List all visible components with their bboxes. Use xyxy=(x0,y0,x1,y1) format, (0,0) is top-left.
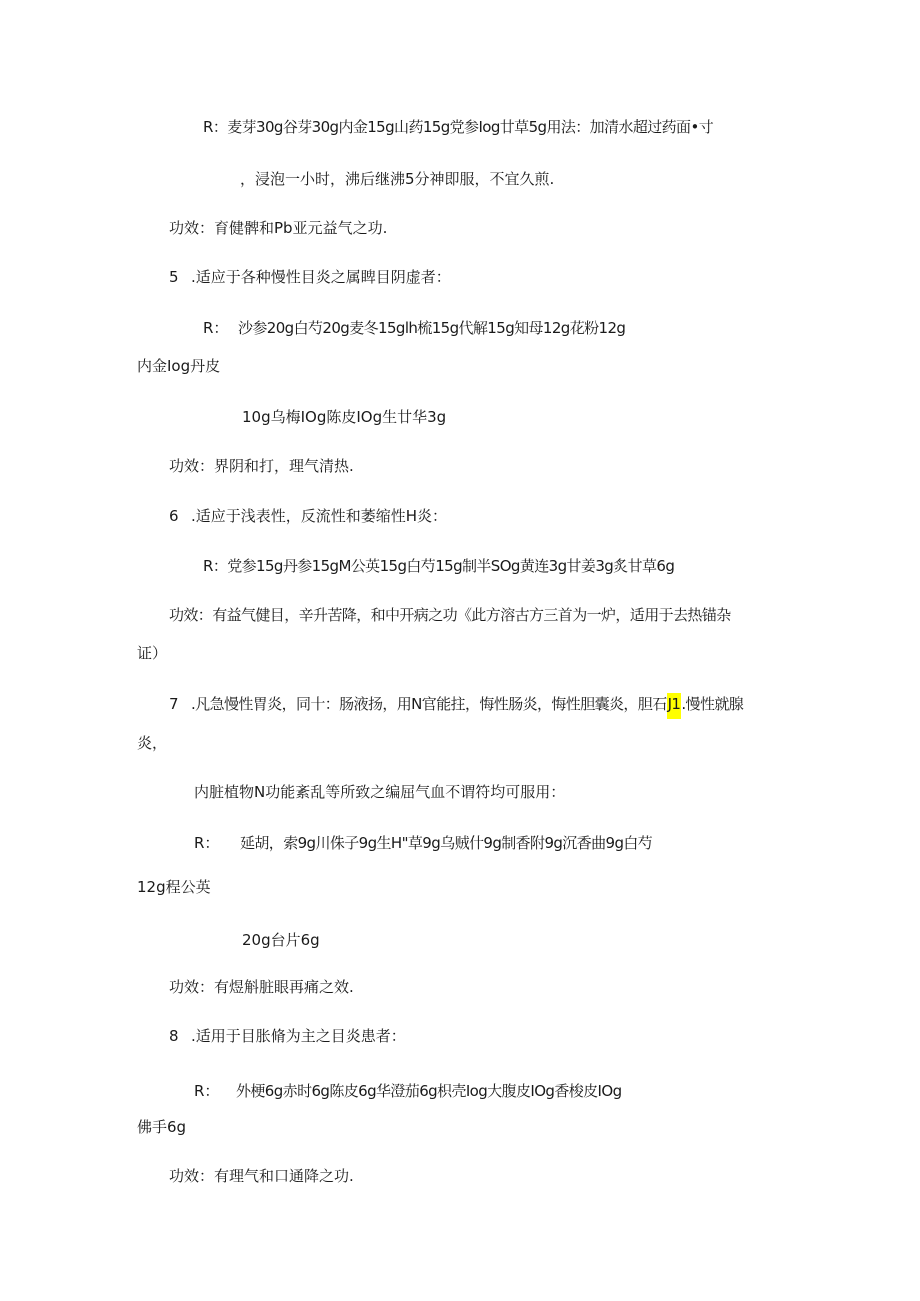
item-8-number: 8 xyxy=(169,1027,179,1045)
recipe-8-label: R： xyxy=(194,1082,220,1100)
recipe-5-line-1: 沙参20g白芍20g麦冬15glh梳15g代解15g知母12g花粉12g xyxy=(238,319,626,337)
recipe-8-line-1: 外梗6g赤时6g陈皮6g华澄茄6g枳壳Iog大腹皮IOg香梭皮IOg xyxy=(236,1082,622,1100)
item-7-line-2: 炎， xyxy=(137,734,168,752)
recipe-7-line-1: 延胡，索9g川侏子9g生H"草9g乌贼什9g制香附9g沉香曲9g白芍 xyxy=(240,834,653,852)
item-5-number: 5 xyxy=(169,268,179,286)
highlighted-text: J1 xyxy=(667,693,682,719)
item-7-line-3: 内脏植物N功能紊乱等所致之编屈气血不谓符均可服用： xyxy=(194,783,566,801)
item-5-heading: .适应于各种慢性目炎之属睥目阴虚者： xyxy=(191,268,451,286)
item-6-heading: .适应于浅表性，反流性和萎缩性H炎： xyxy=(191,507,448,525)
item-8-heading: .适用于目胀脩为主之目炎患者： xyxy=(191,1027,406,1045)
recipe-1-line-2: ，浸泡一小时，沸后继沸5分神即服，不宜久煎. xyxy=(240,170,555,188)
item-7-text-after: .慢性就腺 xyxy=(681,695,744,713)
item-6-number: 6 xyxy=(169,507,179,525)
recipe-5-line-2: 内金Iog丹皮 xyxy=(137,357,221,375)
effect-6-line-1: 功效：有益气健目，辛升苦降，和中开病之功《此方溶古方三首为一炉，适用于去热锚杂 xyxy=(169,606,731,624)
recipe-7-line-2: 12g程公英 xyxy=(137,878,211,896)
effect-1: 功效：育健髀和Pb亚元益气之功. xyxy=(169,219,388,237)
recipe-5-label: R： xyxy=(203,319,229,337)
item-7-heading xyxy=(191,694,743,714)
recipe-8-line-2: 佛手6g xyxy=(137,1118,187,1136)
effect-5: 功效：界阴和打，理气清热. xyxy=(169,457,354,475)
recipe-6: R：党参15g丹参15gM公英15g白芍15g制半SOg黄连3g甘姜3g炙甘草6g xyxy=(203,557,675,575)
recipe-5-line-3: 10g乌梅IOg陈皮IOg生廿华3g xyxy=(242,408,447,426)
effect-6-line-2: 证） xyxy=(137,644,168,662)
item-7-text-before: .凡急慢性胃炎，同十：肠液扬，用N官能拄，悔性肠炎，悔性胆囊炎，胆石 xyxy=(191,695,667,713)
recipe-7-label: R： xyxy=(194,834,220,852)
effect-7: 功效：有煜斛脏眼再痛之效. xyxy=(169,978,354,996)
recipe-7-line-3: 20g台片6g xyxy=(242,931,320,949)
item-7-number: 7 xyxy=(169,695,179,713)
effect-8: 功效：有理气和口通降之功. xyxy=(169,1167,354,1185)
recipe-1-line-1: R：麦芽30g谷芽30g内金15g山药15g党参Iog廿草5g用法：加清水超过药面•寸 xyxy=(203,118,714,136)
